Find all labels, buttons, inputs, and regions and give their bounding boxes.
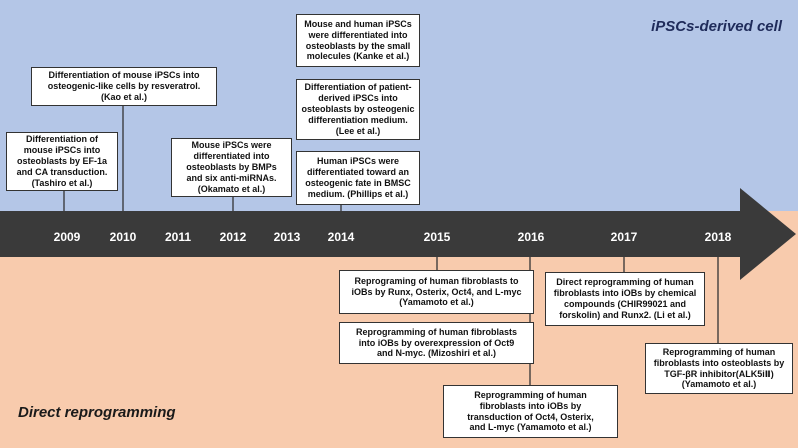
year-label: 2010 [109, 230, 137, 244]
year-label: 2009 [53, 230, 81, 244]
year-label: 2016 [517, 230, 545, 244]
event-box-yamamoto2016: Reprogramming of human fibroblasts into iOBs by transduction of Oct4, Osterix, and L-myc (Yamamoto et al.) [443, 385, 618, 438]
event-box-phillips: Human iPSCs were differentiated toward an osteogenic fate in BMSC medium. (Phillips et al.) [296, 151, 420, 205]
event-box-yamamoto2018: Reprogramming of human fibroblasts into osteoblasts by TGF-βR inhibitor(ALK5iⅡ) (Yamamoto et al.) [645, 343, 793, 394]
direct-reprogramming-label: Direct reprogramming [18, 404, 176, 421]
year-label: 2013 [273, 230, 301, 244]
event-box-okamato: Mouse iPSCs were differentiated into osteoblasts by BMPs and six anti-miRNAs. (Okamato et al.) [171, 138, 292, 197]
event-box-kao: Differentiation of mouse iPSCs into osteogenic-like cells by resveratrol. (Kao et al.) [31, 67, 217, 106]
event-box-lee: Differentiation of patient- derived iPSCs into osteoblasts by osteogenic differentiation medium. (Lee et al.) [296, 79, 420, 140]
year-label: 2017 [610, 230, 638, 244]
event-box-mizoshiri: Reprogramming of human fibroblasts into iOBs by overexpression of Oct9 and N-myc. (Mizoshiri et al.) [339, 322, 534, 364]
year-label: 2012 [219, 230, 247, 244]
year-label: 2018 [704, 230, 732, 244]
event-box-kanke: Mouse and human iPSCs were differentiated into osteoblasts by the small molecules (Kanke et al.) [296, 14, 420, 67]
year-label: 2014 [327, 230, 355, 244]
ipsc-derived-label: iPSCs-derived cell [651, 18, 782, 35]
event-box-li: Direct reprogramming of human fibroblasts into iOBs by chemical compounds (CHIR99021 and forskolin) and Runx2. (Li et al.) [545, 272, 705, 326]
year-label: 2015 [423, 230, 451, 244]
event-box-yamamoto2015: Reprograming of human fibroblasts to iOBs by Runx, Osterix, Oct4, and L-myc (Yamamoto et al.) [339, 270, 534, 314]
event-box-tashiro: Differentiation of mouse iPSCs into osteoblasts by EF-1a and CA transduction. (Tashiro et al.) [6, 132, 118, 191]
year-label: 2011 [164, 230, 192, 244]
